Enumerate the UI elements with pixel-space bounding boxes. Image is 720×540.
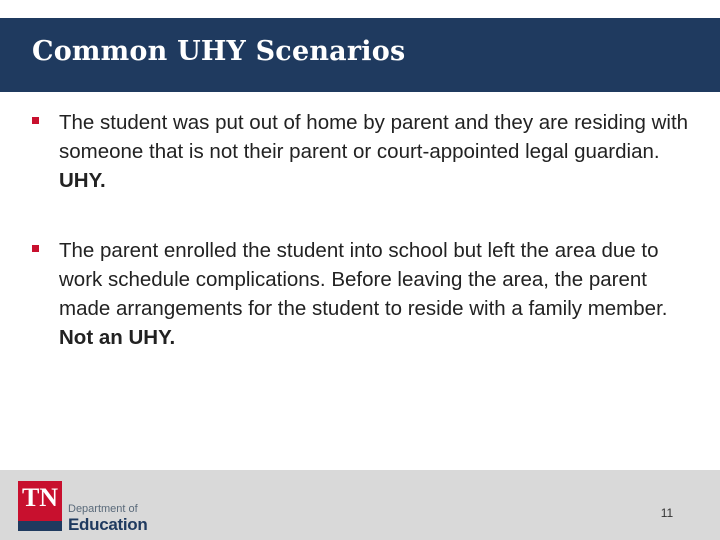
bullet-text: The student was put out of home by parent and they are residing with someone that is not their parent or court-appointed legal guardian. (59, 111, 689, 163)
slide-title: Common UHY Scenarios (32, 36, 406, 67)
bullet-emphasis: Not an UHY. (59, 326, 176, 349)
square-bullet-icon (32, 245, 39, 252)
page-number: 11 (660, 506, 674, 520)
tn-education-logo (18, 481, 148, 534)
slide-content (32, 108, 692, 352)
bullet-text: The parent enrolled the student into school but left the area due to work schedule complications. Before leaving the area, the parent made arrangements for the student to reside with a family member. (59, 239, 668, 320)
tn-logo-mark (18, 481, 62, 531)
logo-education: Education (68, 515, 148, 534)
bullet-item (32, 108, 692, 195)
bullet-item (32, 236, 692, 352)
tn-logo-text: TN (21, 483, 59, 512)
bullet-emphasis: UHY. (59, 169, 106, 192)
square-bullet-icon (32, 117, 39, 124)
logo-bar (18, 521, 62, 531)
logo-department: Department of (68, 503, 138, 515)
